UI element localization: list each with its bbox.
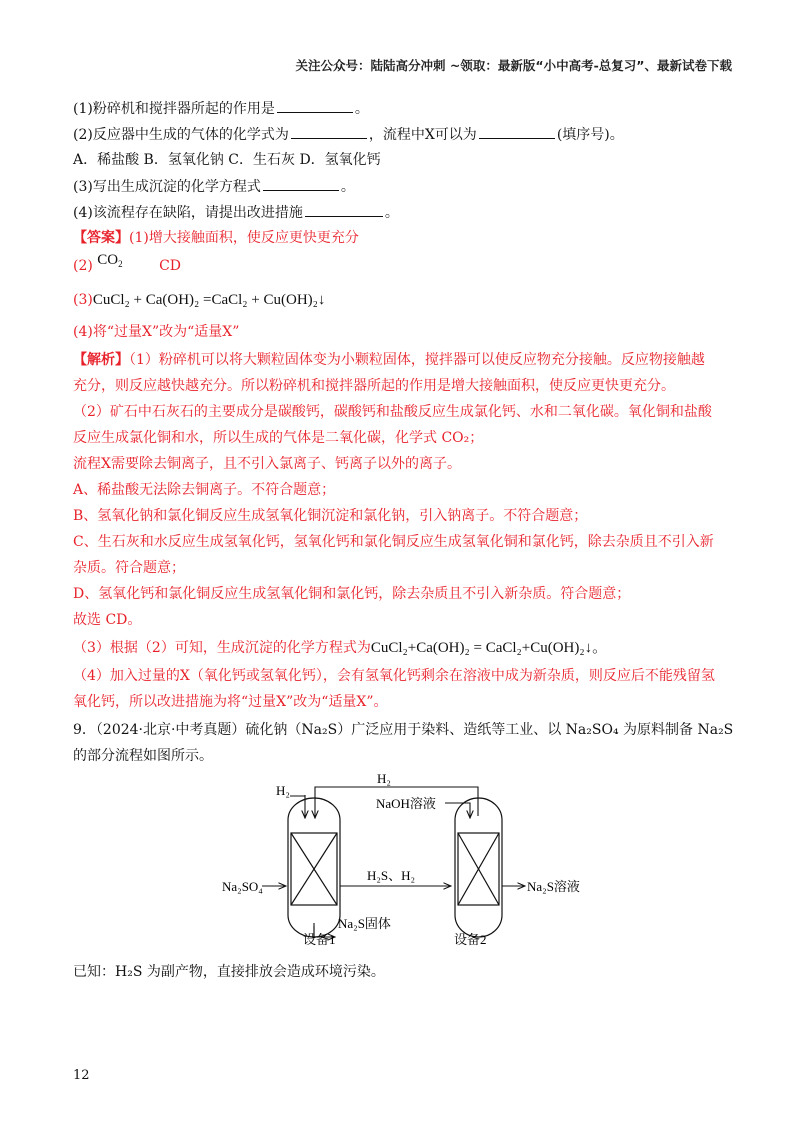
analysis-line-9: 杂质。符合题意； xyxy=(73,560,185,576)
answer-4: (4)将“过量X”改为“适量X” xyxy=(73,324,240,340)
question-3-text: (3)写出生成沉淀的化学方程式 xyxy=(73,179,261,195)
question-2-text: (2)反应器中生成的气体的化学式为 xyxy=(73,127,289,143)
analysis-text: （1）粉碎机可以将大颗粒固体变为小颗粒固体，搅拌器可以使反应物充分接触。反应物接触越 xyxy=(129,352,705,368)
question-2-mid: ，流程中X可以为 xyxy=(368,127,477,143)
analysis-line-11: 故选 CD。 xyxy=(73,612,142,628)
label-input: Na₂SO₄ xyxy=(222,879,263,894)
question-1-text: (1)粉碎机和搅拌器所起的作用是 xyxy=(73,101,275,117)
analysis-line-5: 流程X需要除去铜离子，且不引入氯离子、钙离子以外的离子。 xyxy=(73,456,461,472)
label-h2-top: H₂ xyxy=(377,771,391,786)
label-device-1: 设备1 xyxy=(303,932,336,947)
analysis-text: （3）根据（2）可知，生成沉淀的化学方程式为 xyxy=(73,640,371,656)
analysis-line-8: C、生石灰和水反应生成氢氧化钙，氢氧化钙和氯化铜反应生成氢氧化铜和氯化钙，除去杂质且不引入新 xyxy=(73,534,714,550)
answer-2-prefix: (2) xyxy=(73,258,93,274)
answer-3-equation: CuCl₂ + Ca(OH)₂ =CaCl₂ + Cu(OH)₂↓ xyxy=(92,292,326,308)
device-1 xyxy=(288,798,340,937)
known-line: 已知：H₂S 为副产物，直接排放会造成环境污染。 xyxy=(73,964,385,980)
gas-subscript: 2 xyxy=(118,259,123,269)
question-3-end: 。 xyxy=(340,179,355,195)
question-1-end: 。 xyxy=(354,101,369,117)
analysis-line-3: （2）矿石中石灰石的主要成分是碳酸钙，碳酸钙和盐酸反应生成氯化钙、水和二氧化碳。氧化铜和盐酸 xyxy=(73,404,712,420)
analysis-line-2: 充分，则反应越快越充分。所以粉碎机和搅拌器所起的作用是增大接触面积，使反应更快更充分。 xyxy=(73,378,675,394)
analysis-line-6: A、稀盐酸无法除去铜离子。不符合题意； xyxy=(73,482,336,498)
question-4-end: 。 xyxy=(384,205,399,221)
gas-formula: CO xyxy=(97,252,119,268)
label-h2s-h2: H₂S、H₂ xyxy=(367,868,416,883)
label-device-2: 设备2 xyxy=(454,932,487,947)
analysis-line-10: D、氢氧化钙和氯化铜反应生成氢氧化铜和氯化钙，除去杂质且不引入新杂质。符合题意； xyxy=(73,586,631,602)
page-number: 12 xyxy=(73,1068,90,1083)
label-naoh: NaOH溶液 xyxy=(376,796,436,811)
analysis-label: 【解析】 xyxy=(73,352,129,368)
label-solid: Na₂S固体 xyxy=(338,916,391,931)
answer-3-prefix: (3) xyxy=(73,292,93,308)
answer-2-choice: CD xyxy=(159,258,182,274)
question-9-line-1: 9．（2024·北京·中考真题）硫化钠（Na₂S）广泛应用于染料、造纸等工业、以 Na₂SO₄ 为原料制备 Na₂S xyxy=(73,722,734,738)
label-h2-left: H₂ xyxy=(276,783,290,798)
analysis-line-7: B、氢氧化钠和氯化铜反应生成氢氧化铜沉淀和氯化钠，引入钠离子。不符合题意； xyxy=(73,508,588,524)
options-line: A．稀盐酸 B．氢氧化钠 C．生石灰 D．氢氧化钙 xyxy=(73,152,381,168)
question-4-text: (4)该流程存在缺陷，请提出改进措施 xyxy=(73,205,303,221)
page-header: 关注公众号：陆陆高分冲刺 ~领取：最新版“小中高考-总复习”、最新试卷下载 xyxy=(295,58,732,73)
analysis-line-13: （4）加入过量的X（氧化钙或氢氧化钙），会有氢氧化钙剩余在溶液中成为新杂质，则反应后不能残留氢 xyxy=(73,668,715,684)
question-2-end: (填序号)。 xyxy=(556,127,624,143)
question-9-line-2: 的部分流程如图所示。 xyxy=(73,748,213,764)
label-output: Na₂S溶液 xyxy=(527,879,580,894)
answer-label: 【答案】 xyxy=(73,230,129,246)
analysis-line-14: 氧化钙，所以改进措施为将“过量X”改为“适量X”。 xyxy=(73,694,388,710)
device-2 xyxy=(455,798,502,937)
analysis-line-4: 反应生成氯化铜和水，所以生成的气体是二氧化碳，化学式 CO₂； xyxy=(73,430,484,446)
answer-1: (1)增大接触面积，使反应更快更充分 xyxy=(129,230,359,246)
analysis-equation: CuCl₂+Ca(OH)₂ = CaCl₂+Cu(OH)₂↓。 xyxy=(370,640,608,656)
